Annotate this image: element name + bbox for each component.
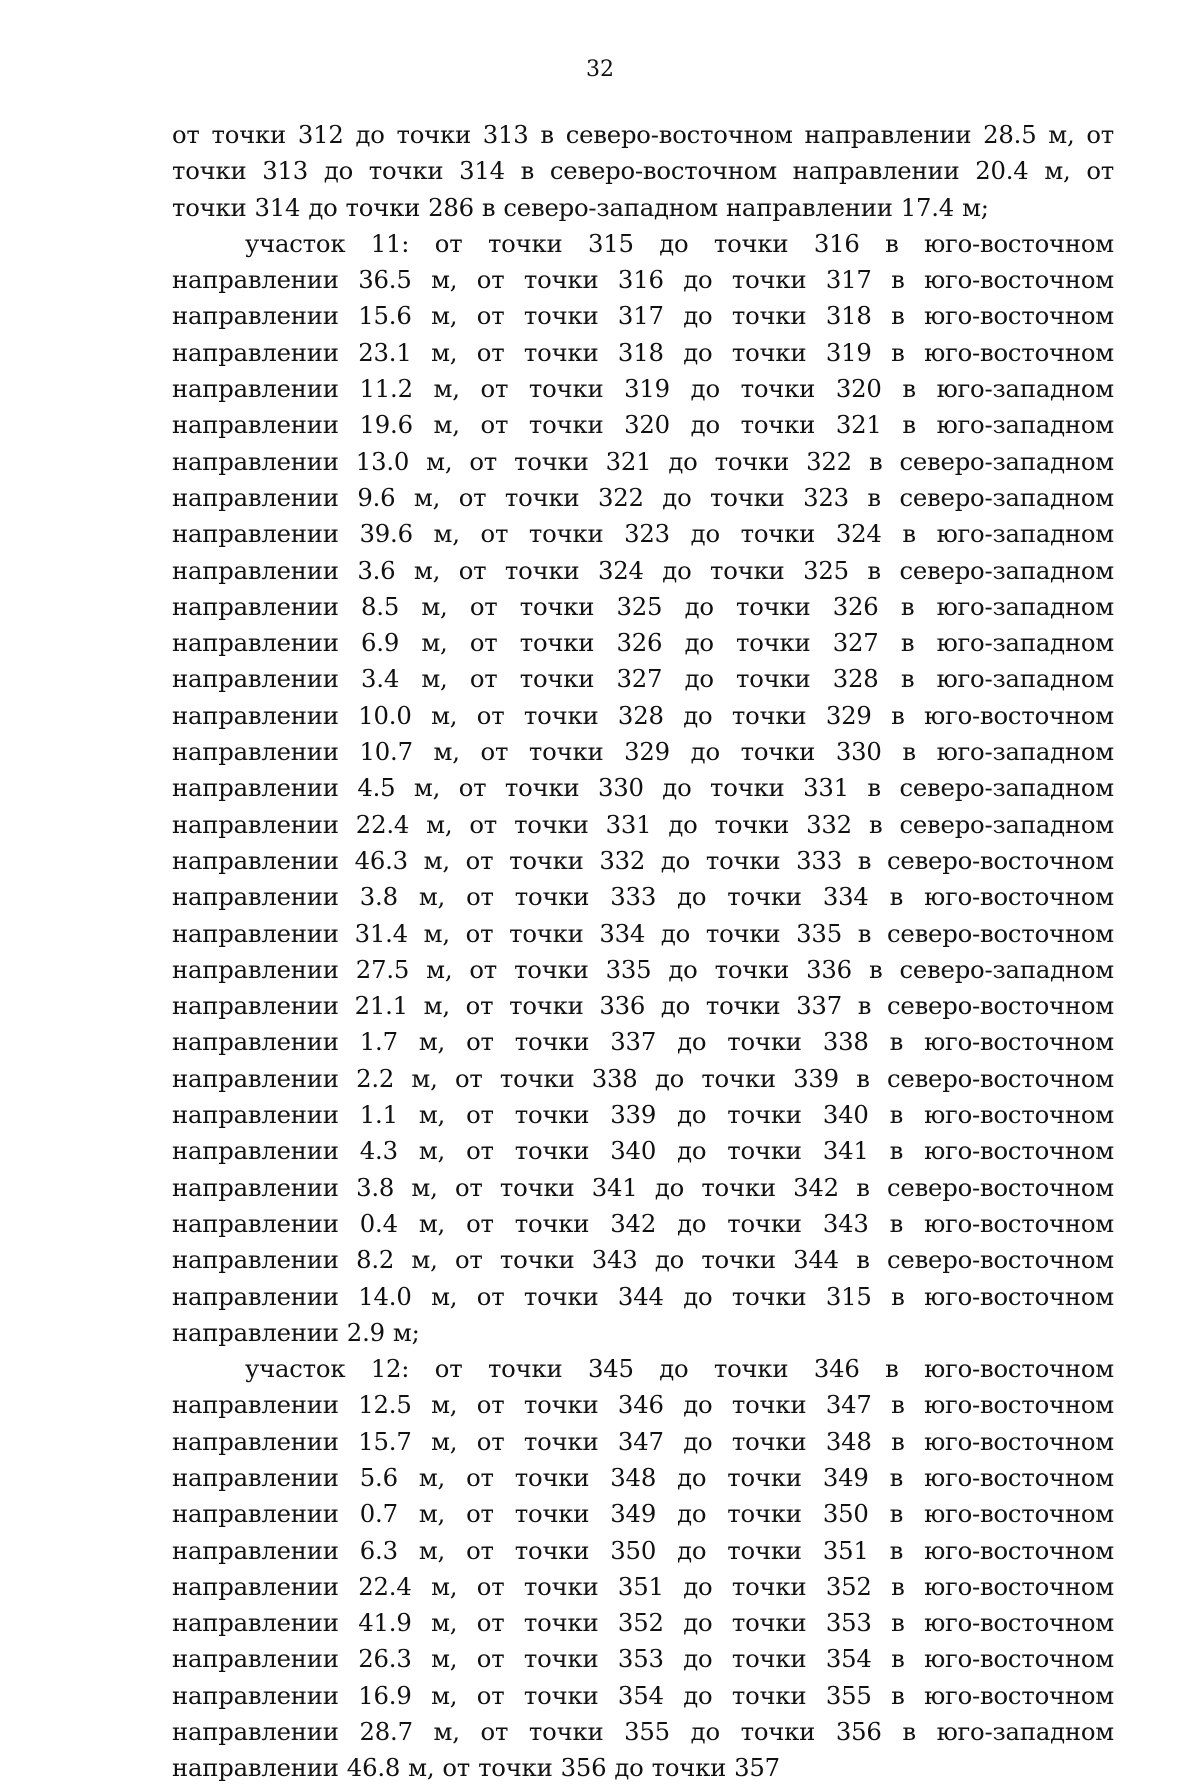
paragraph-plot-11: участок 11: от точки 315 до точки 316 в юго-восточном направлении 36.5 м, от точки 316 до точки 317 в юго-восточном направлении 15.6 м, от точки 317 до точки 318 в юго-восточном направлении 23.1 м, от точки 318 до точки 319 в юго-восточном направлении 11.2 м, от точки 319 до точки 320 в юго-западном направлении 19.6 м, от точки 320 до точки 321 в юго-западном направлении 13.0 м, от точки 321 до точки 322 в северо-западном направлении 9.6 м, от точки 322 до точки 323 в северо-западном направлении 39.6 м, от точки 323 до точки 324 в юго-западном направлении 3.6 м, от точки 324 до точки 325 в северо-западном направлении 8.5 м, от точки 325 до точки 326 в юго-западном направлении 6.9 м, от точки 326 до точки 327 в юго-западном направлении 3.4 м, от точки 327 до точки 328 в юго-западном направлении 10.0 м, от точки 328 до точки 329 в юго-восточном направлении 10.7 м, от точки 329 до точки 330 в юго-западном направлении 4.5 м, от точки 330 до точки 331 в северо-западном направлении 22.4 м, от точки 331 до точки 332 в северо-западном направлении 46.3 м, от точки 332 до точки 333 в северо-восточном направлении 3.8 м, от точки 333 до точки 334 в юго-восточном направлении 31.4 м, от точки 334 до точки 335 в северо-восточном направлении 27.5 м, от точки 335 до точки 336 в северо-западном направлении 21.1 м, от точки 336 до точки 337 в северо-восточном направлении 1.7 м, от точки 337 до точки 338 в юго-восточном направлении 2.2 м, от точки 338 до точки 339 в северо-восточном направлении 1.1 м, от точки 339 до точки 340 в юго-восточном направлении 4.3 м, от точки 340 до точки 341 в юго-восточном направлении 3.8 м, от точки 341 до точки 342 в северо-восточном направлении 0.4 м, от точки 342 до точки 343 в юго-восточном направлении 8.2 м, от точки 343 до точки 344 в северо-восточном направлении 14.0 м, от точки 344 до точки 315 в юго-восточном направлении 2.9 м;: [172, 228, 1114, 1347]
paragraph-plot-12: участок 12: от точки 345 до точки 346 в юго-восточном направлении 12.5 м, от точки 346 до точки 347 в юго-восточном направлении 15.7 м, от точки 347 до точки 348 в юго-восточном направлении 5.6 м, от точки 348 до точки 349 в юго-восточном направлении 0.7 м, от точки 349 до точки 350 в юго-восточном направлении 6.3 м, от точки 350 до точки 351 в юго-восточном направлении 22.4 м, от точки 351 до точки 352 в юго-восточном направлении 41.9 м, от точки 352 до точки 353 в юго-восточном направлении 26.3 м, от точки 353 до точки 354 в юго-восточном направлении 16.9 м, от точки 354 до точки 355 в юго-восточном направлении 28.7 м, от точки 355 до точки 356 в юго-западном направлении 46.8 м, от точки 356 до точки 357: [172, 1354, 1114, 1783]
document-body: [172, 117, 1114, 1787]
page-number: 32: [586, 57, 614, 82]
paragraph-continuation: от точки 312 до точки 313 в северо-восточном направлении 28.5 м, от точки 313 до точки 314 в северо-восточном направлении 20.4 м, от точки 314 до точки 286 в северо-западном направлении 17.4 м;: [172, 120, 1114, 222]
